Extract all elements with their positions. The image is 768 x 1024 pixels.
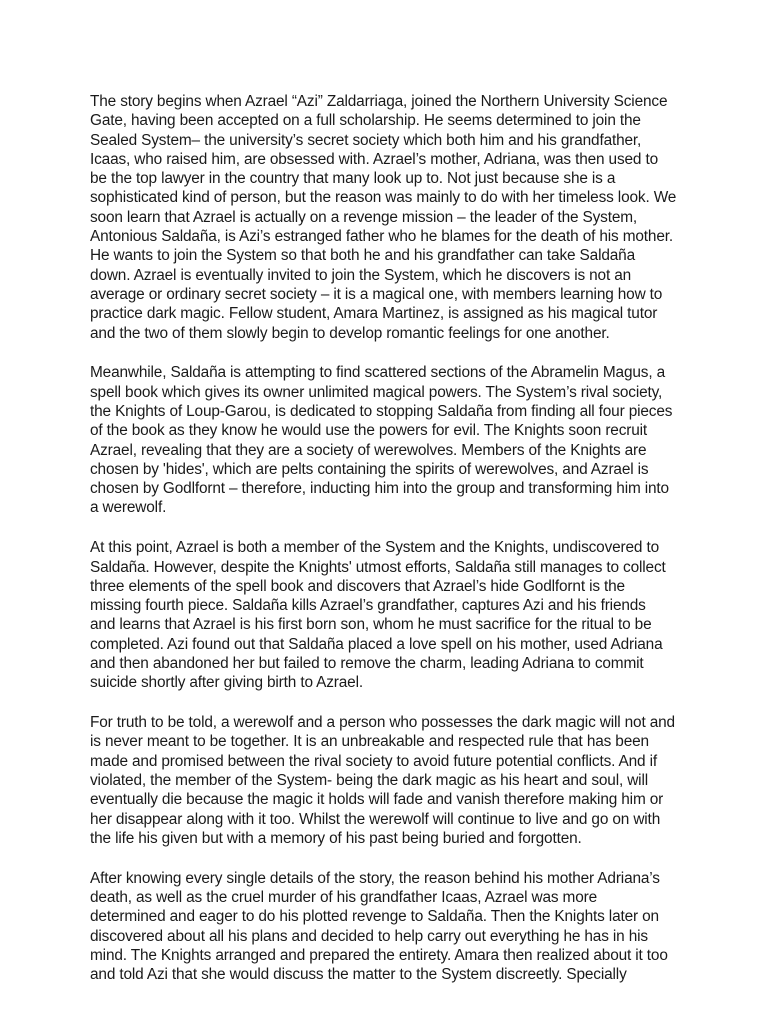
paragraph-2: Meanwhile, Saldaña is attempting to find scattered sections of the Abramelin Magus, a spell book which gives its owner unlimited magical powers. The System’s rival society, the Knights of Loup-Garou, is dedicated to stopping Saldaña from finding all four pieces of the book as they know he would use the powers for evil. The Knights soon recruit Azrael, revealing that they are a society of werewolves. Members of the Knights are chosen by 'hides', which are pelts containing the spirits of werewolves, and Azrael is chosen by Godlfornt – therefore, inducting him into the group and transforming him into a werewolf. (90, 364, 673, 517)
paragraph-1: The story begins when Azrael “Azi” Zaldarriaga, joined the Northern University Science Gate, having been accepted on a full scholarship. He seems determined to join the Sealed System– the university’s secret society which both him and his grandfather, Icaas, who raised him, are obsessed with. Azrael’s mother, Adriana, was then used to be the top lawyer in the country that many look up to. Not just because she is a sophisticated kind of person, but the reason was mainly to do with her timeless look. We soon learn that Azrael is actually on a revenge mission – the leader of the System, Antonious Saldaña, is Azi’s estranged father who he blames for the death of his mother. He wants to join the System so that both he and his grandfather can take Saldaña down. Azrael is eventually invited to join the System, which he discovers is not an average or ordinary secret society – it is a magical one, with members learning how to practice dark magic. Fellow student, Amara Martinez, is assigned as his magical tutor and the two of them slowly begin to develop romantic feelings for one another. (90, 93, 677, 342)
paragraph-4: For truth to be told, a werewolf and a person who possesses the dark magic will not and is never meant to be together. It is an unbreakable and respected rule that has been made and promised between the rival society to avoid future potential conflicts. And if violated, the member of the System- being the dark magic as his heart and soul, will eventually die because the magic it holds will fade and vanish therefore making him or her disappear along with it too. Whilst the werewolf will continue to live and go on with the life his given but with a memory of his past being buried and forgotten. (90, 714, 675, 847)
paragraph-5: After knowing every single details of the story, the reason behind his mother Adriana’s death, as well as the cruel murder of his grandfather Icaas, Azrael was more determined and eager to do his plotted revenge to Saldaña. Then the Knights later on discovered about all his plans and decided to help carry out everything he has in his mind. The Knights arranged and prepared the entirety. Amara then realized about it too and told Azi that she would discuss the matter to the System discreetly. Specially (90, 869, 668, 984)
paragraph-3: At this point, Azrael is both a member of the System and the Knights, undiscovered to Saldaña. However, despite the Knights' utmost efforts, Saldaña still manages to collect three elements of the spell book and discovers that Azrael’s hide Godlfornt is the missing fourth piece. Saldaña kills Azrael’s grandfather, captures Azi and his friends and learns that Azrael is his first born son, whom he must sacrifice for the ritual to be completed. Azi found out that Saldaña placed a love spell on his mother, used Adriana and then abandoned her but failed to remove the charm, leading Adriana to commit suicide shortly after giving birth to Azrael. (90, 539, 666, 692)
